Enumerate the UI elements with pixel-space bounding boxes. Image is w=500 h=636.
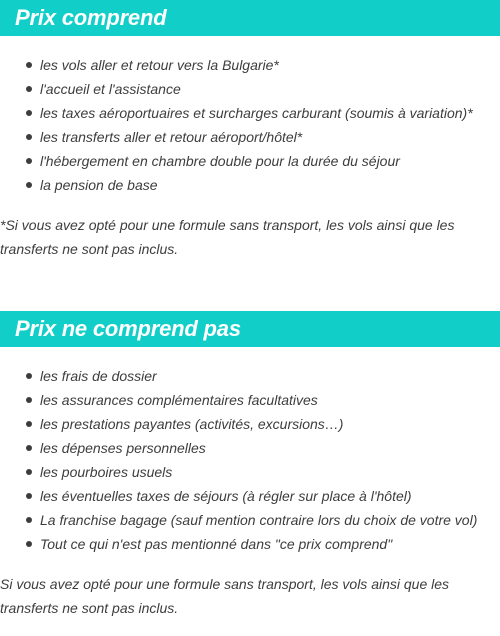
list-item: les prestations payantes (activités, excursions…) [22, 412, 500, 436]
list-item: Tout ce qui n'est pas mentionné dans "ce prix comprend" [22, 532, 500, 556]
price-includes-list [0, 53, 500, 197]
list-item: les assurances complémentaires facultatives [22, 388, 500, 412]
price-includes-title: Prix comprend [15, 5, 167, 30]
list-item: les pourboires usuels [22, 460, 500, 484]
list-item: les transferts aller et retour aéroport/hôtel* [22, 125, 500, 149]
price-includes-note: *Si vous avez opté pour une formule sans transport, les vols ainsi que les transferts ne sont pas inclus. [0, 217, 455, 257]
list-item: l'hébergement en chambre double pour la durée du séjour [22, 149, 500, 173]
list-item: les éventuelles taxes de séjours (à régler sur place à l'hôtel) [22, 484, 500, 508]
list-item: la pension de base [22, 173, 500, 197]
price-excludes-header [0, 311, 500, 347]
price-includes-section [0, 0, 500, 261]
price-excludes-section [0, 311, 500, 620]
list-item: les frais de dossier [22, 364, 500, 388]
price-excludes-title: Prix ne comprend pas [15, 316, 241, 341]
list-item: La franchise bagage (sauf mention contraire lors du choix de votre vol) [22, 508, 500, 532]
list-item: l'accueil et l'assistance [22, 77, 500, 101]
list-item: les vols aller et retour vers la Bulgarie* [22, 53, 500, 77]
price-excludes-list [0, 364, 500, 556]
list-item: les dépenses personnelles [22, 436, 500, 460]
list-item: les taxes aéroportuaires et surcharges carburant (soumis à variation)* [22, 101, 500, 125]
price-excludes-note: Si vous avez opté pour une formule sans transport, les vols ainsi que les transferts ne sont pas inclus. [0, 576, 450, 616]
price-includes-header [0, 0, 500, 36]
